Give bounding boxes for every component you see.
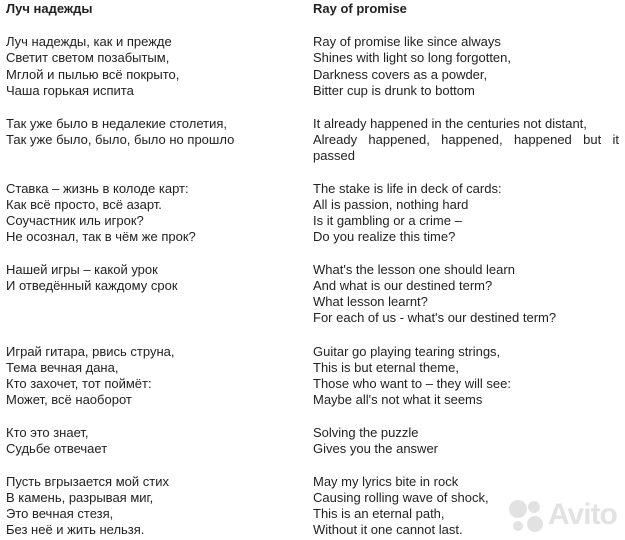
russian-poem-line: В камень, разрывая миг,: [6, 490, 154, 505]
english-poem-line: And what is our destined term?: [313, 278, 493, 293]
russian-poem-line: Светит светом позабытым,: [6, 50, 170, 65]
english-poem-line: All is passion, nothing hard: [313, 197, 469, 212]
russian-poem-line: Тема вечная дана,: [6, 360, 119, 375]
english-poem-line: This is an eternal path,: [313, 506, 445, 521]
russian-poem-line: Пусть вгрызается мой стих: [6, 474, 169, 489]
english-poem-line: Ray of promise like since always: [313, 34, 501, 49]
english-poem-line: What lesson learnt?: [313, 294, 428, 309]
english-poem-line: Do you realize this time?: [313, 229, 456, 244]
russian-poem-line: Ставка – жизнь в колоде карт:: [6, 181, 189, 196]
avito-watermark-text: Avito: [548, 498, 617, 531]
russian-poem-title: Луч надежды: [6, 1, 93, 16]
english-poem-line: This is but eternal theme,: [313, 360, 459, 375]
russian-poem-line: Кто это знает,: [6, 425, 89, 440]
russian-poem-line: Без неё и жить нельзя.: [6, 522, 145, 537]
english-poem-line: Guitar go playing tearing strings,: [313, 344, 501, 359]
avito-watermark: [506, 497, 622, 535]
english-poem-line: Gives you the answer: [313, 441, 439, 456]
english-poem-line: Maybe all's not what it seems: [313, 392, 483, 407]
english-poem-line: Is it gambling or a crime –: [313, 213, 462, 228]
english-poem-line: passed: [313, 148, 355, 163]
english-poem-line: Without it one cannot last.: [313, 522, 463, 537]
english-poem-line: Solving the puzzle: [313, 425, 419, 440]
english-poem-line: It already happened in the centuries not distant,: [313, 116, 587, 131]
russian-poem-line: Соучастник иль игрок?: [6, 213, 144, 228]
russian-poem-line: Чаша горькая испита: [6, 83, 134, 98]
russian-poem-line: Судьбе отвечает: [6, 441, 108, 456]
english-poem-line: Already happened, happened, happened but it: [313, 132, 619, 147]
english-poem-line: Those who want to – they will see:: [313, 376, 511, 391]
english-poem-line: The stake is life in deck of cards:: [313, 181, 502, 196]
english-poem-line: Shines with light so long forgotten,: [313, 50, 512, 65]
english-poem-title: Ray of promise: [313, 1, 407, 16]
russian-poem-line: Играй гитара, рвись струна,: [6, 344, 175, 359]
russian-poem-line: Мглой и пылью всё покрыто,: [6, 67, 180, 82]
avito-dots-logo-icon: [506, 497, 546, 535]
russian-poem-line: Как всё просто, всё азарт.: [6, 197, 162, 212]
russian-poem-line: Это вечная стезя,: [6, 506, 114, 521]
russian-poem-line: Так уже было в недалекие столетия,: [6, 116, 227, 131]
english-poem-line: For each of us - what's our destined term?: [313, 310, 557, 325]
russian-poem-line: Не осознал, так в чём же прок?: [6, 229, 196, 244]
english-poem-line: Causing rolling wave of shock,: [313, 490, 489, 505]
english-poem-line: May my lyrics bite in rock: [313, 474, 459, 489]
english-poem-line: Darkness covers as a powder,: [313, 67, 488, 82]
russian-poem-line: И отведённый каждому срок: [6, 278, 178, 293]
russian-poem-line: Может, всё наоборот: [6, 392, 132, 407]
russian-poem-line: Нашей игры – какой урок: [6, 262, 158, 277]
russian-poem-line: Кто захочет, тот поймёт:: [6, 376, 152, 391]
english-poem-line: Bitter cup is drunk to bottom: [313, 83, 475, 98]
english-poem-line: What's the lesson one should learn: [313, 262, 515, 277]
russian-poem-line: Так уже было, было, было но прошло: [6, 132, 235, 147]
russian-poem-line: Луч надежды, как и прежде: [6, 34, 172, 49]
